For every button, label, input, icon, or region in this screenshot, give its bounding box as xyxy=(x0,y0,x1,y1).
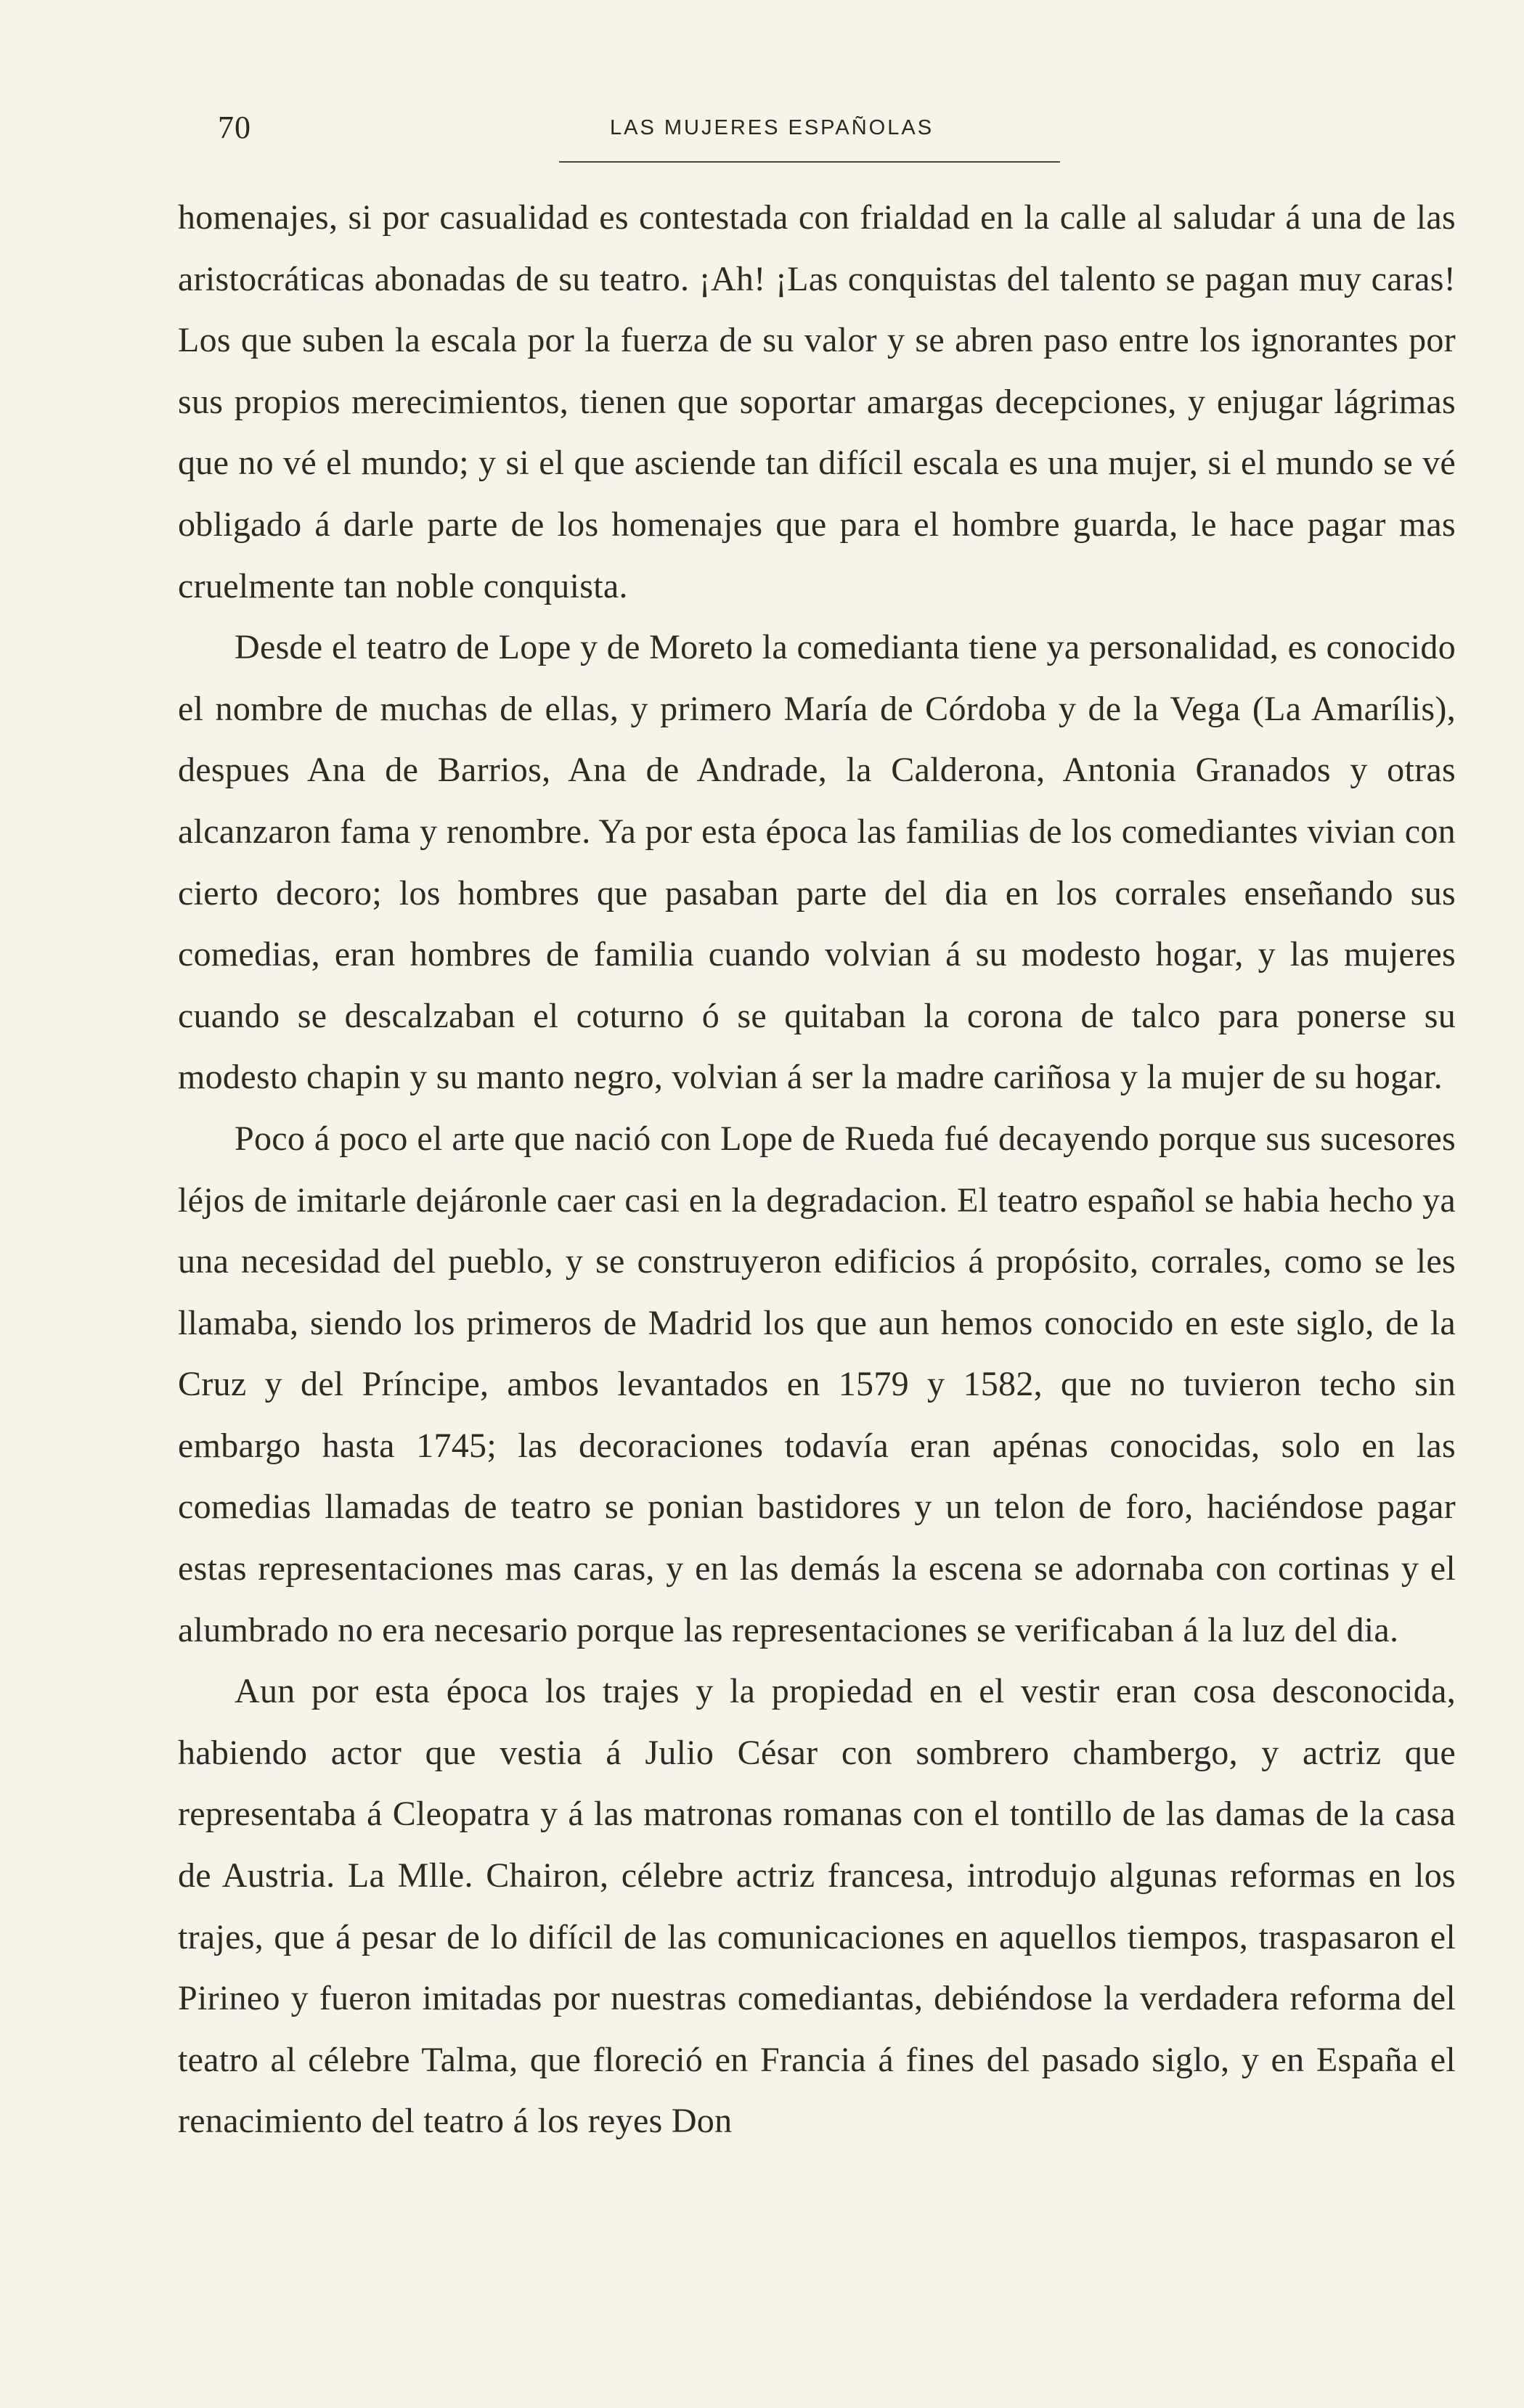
paragraph: Poco á poco el arte que nació con Lope de Rueda fué decayendo porque sus sucesores léjos de imitarle dejáronle caer casi en la degradacion. El teatro español se habia hecho ya una necesidad del pueblo, y se construyeron edificios á propósito, corrales, como se les llamaba, siendo los primeros de Madrid los que aun hemos conocido en este siglo, de la Cruz y del Príncipe, ambos levantados en 1579 y 1582, que no tuvieron techo sin embargo hasta 1745; las decoraciones todavía eran apénas conocidas, solo en las comedias llamadas de teatro se ponian bastidores y un telon de foro, haciéndose pagar estas representaciones mas caras, y en las demás la escena se adornaba con cortinas y el alumbrado no era necesario porque las representaciones se verificaban á la luz del dia. xyxy=(178,1119,1456,1649)
paragraph: Aun por esta época los trajes y la propiedad en el vestir eran cosa desconocida, habiendo actor que vestia á Julio César con sombrero chambergo, y actriz que representaba á Cleopatra y á las matronas romanas con el tontillo de las damas de la casa de Austria. La Mlle. Chairon, célebre actriz francesa, introdujo algunas reformas en los trajes, que á pesar de lo difícil de las comunicaciones en aquellos tiempos, traspasaron el Pirineo y fueron imitadas por nuestras comediantas, debiéndose la verdadera reforma del teatro al célebre Talma, que floreció en Francia á fines del pasado siglo, y en España el renacimiento del teatro á los reyes Don xyxy=(178,1672,1456,2141)
page-number: 70 xyxy=(218,110,251,145)
paragraph: homenajes, si por casualidad es contestada con frialdad en la calle al saludar á una de las aristocráticas abonadas de su teatro. ¡Ah! ¡Las conquistas del talento se pagan muy caras! Los que suben la escala por la fuerza de su valor y se abren paso entre los ignorantes por sus propios merecimientos, tienen que soportar amargas decepciones, y enjugar lágrimas que no vé el mundo; y si el que asciende tan difícil escala es una mujer, si el mundo se vé obligado á darle parte de los homenajes que para el hombre guarda, le hace pagar mas cruelmente tan noble conquista. xyxy=(178,198,1456,605)
body-text xyxy=(178,187,1456,2152)
header-rule xyxy=(559,161,1060,163)
page-header xyxy=(218,109,1452,152)
paragraph: Desde el teatro de Lope y de Moreto la comedianta tiene ya personalidad, es conocido el nombre de muchas de ellas, y primero María de Córdoba y de la Vega (La Amarílis), despues Ana de Barrios, Ana de Andrade, la Calderona, Antonia Granados y otras alcanzaron fama y renombre. Ya por esta época las familias de los comediantes vivian con cierto decoro; los hombres que pasaban parte del dia en los corrales enseñando sus comedias, eran hombres de familia cuando volvian á su modesto hogar, y las mujeres cuando se descalzaban el coturno ó se quitaban la corona de talco para ponerse su modesto chapin y su manto negro, volvian á ser la madre cariñosa y la mujer de su hogar. xyxy=(178,628,1456,1097)
running-title: LAS MUJERES ESPAÑOLAS xyxy=(610,116,934,139)
